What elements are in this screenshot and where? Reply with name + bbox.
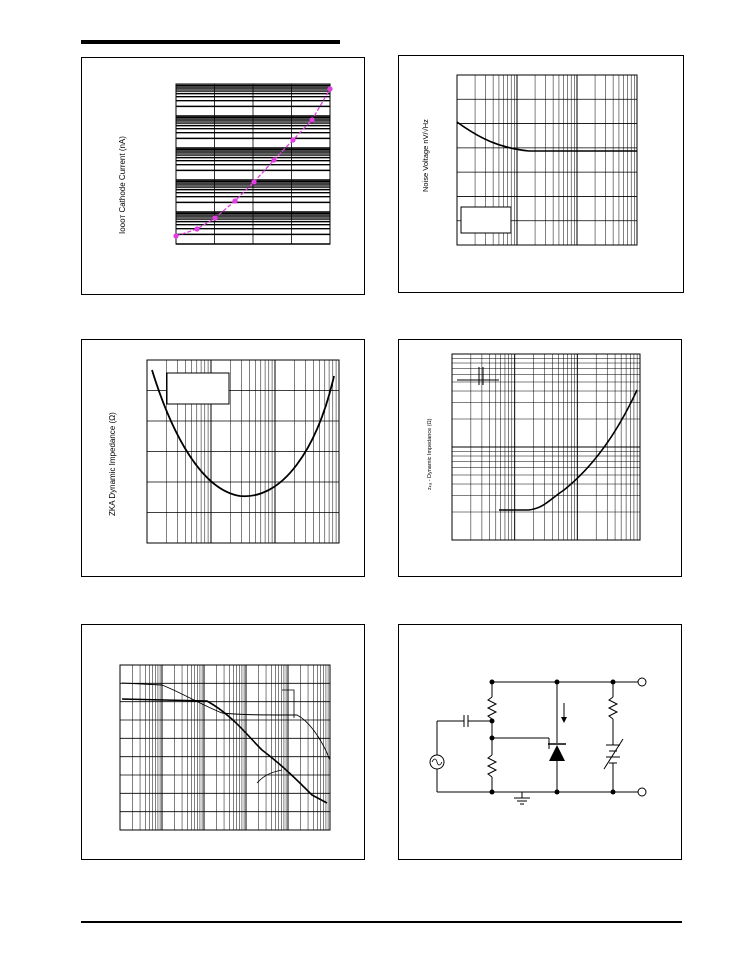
current-arrow-head [561, 717, 567, 723]
y-axis-label: Iᴏᴏᴏᴛ Cathode Current (nA) [118, 136, 127, 234]
chart-panel-frequency-response [81, 624, 365, 860]
chart-panel-cathode-current [81, 57, 365, 295]
footer-rule [81, 921, 682, 923]
plot-frame [120, 665, 330, 830]
circuit-panel [398, 624, 682, 860]
terminal-top [638, 678, 646, 686]
resistor-r1 [488, 697, 496, 719]
node-dot [555, 680, 560, 685]
legend-box [461, 207, 511, 233]
series-point [327, 86, 332, 91]
chart-panel-dynamic-impedance-2 [398, 339, 682, 577]
series-point [212, 215, 217, 220]
node-dot [490, 790, 495, 795]
curve-upper [122, 683, 330, 760]
series-point [173, 233, 178, 238]
node-dot [490, 680, 495, 685]
series-point [232, 198, 237, 203]
series-point [309, 117, 314, 122]
chart-dynamic-impedance [82, 340, 366, 578]
y-axis-label: zₖₐ - Dynamic Impedance (Ω) [427, 418, 433, 490]
resistor-r2 [488, 755, 496, 777]
resistor-r3 [609, 697, 617, 719]
chart-noise-voltage [399, 56, 685, 294]
node-dot [490, 736, 495, 741]
zener-diode [549, 745, 565, 761]
legend-box [167, 373, 229, 404]
series-point [194, 226, 199, 231]
y-axis-label: ZKA Dynamic Impedance (Ω) [108, 412, 117, 516]
chart-frequency-response [82, 625, 366, 861]
node-dot [611, 680, 616, 685]
chart-panel-dynamic-impedance [81, 339, 365, 577]
terminal-bottom [638, 788, 646, 796]
y-axis-label: Noise Voltage nV/√Hz [421, 119, 430, 192]
node-dot [490, 719, 495, 724]
series-point [290, 137, 295, 142]
chart-panel-noise-voltage [398, 55, 684, 293]
series-point [271, 157, 276, 162]
test-circuit [399, 625, 683, 861]
series-point [251, 179, 256, 184]
header-rule [81, 40, 340, 44]
noise-curve [457, 122, 637, 151]
node-dot [555, 790, 560, 795]
node-dot [611, 790, 616, 795]
impedance-curve [499, 390, 637, 510]
chart-dynamic-impedance-2 [399, 340, 683, 578]
